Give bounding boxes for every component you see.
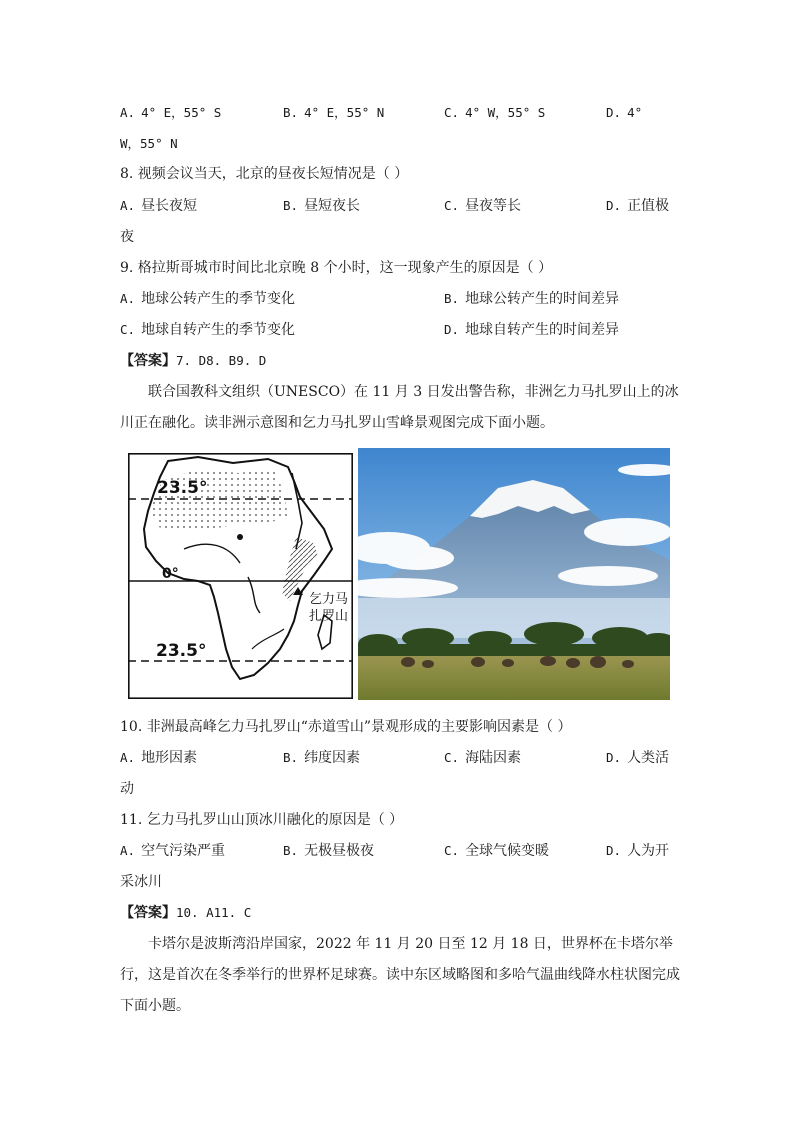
q11-option-d: D. 人为开 <box>606 843 670 859</box>
q9-stem: 9. 格拉斯哥城市时间比北京晚 8 个小时，这一现象产生的原因是（ ） <box>120 260 553 276</box>
q10-option-d: D. 人类活 <box>606 750 670 766</box>
q10-option-b: B. 纬度因素 <box>283 750 361 766</box>
mountain-label-line2: 扎罗山 <box>309 609 349 624</box>
q10-option-c: C. 海陆因素 <box>444 750 522 766</box>
q9-option-b: B. 地球公转产生的时间差异 <box>444 291 620 307</box>
q7-option-d-continued: W，55° N <box>120 136 178 151</box>
answer-block-1: 【答案】7. D8. B9. D <box>120 353 267 369</box>
q11-option-a: A. 空气污染严重 <box>120 843 226 859</box>
passage-qatar: 卡塔尔是波斯湾沿岸国家，2022 年 11 月 20 日至 12 月 18 日，世界杯在卡塔尔举行，这是首次在冬季举行的世界杯足球赛。读中东区域略图和多哈气温曲线降水柱状图完成下面小题。 <box>120 936 680 1014</box>
q8-stem: 8. 视频会议当天，北京的昼夜长短情况是（ ） <box>120 166 409 182</box>
answer-block-2: 【答案】10. A11. C <box>120 905 252 921</box>
q7-option-d: D. 4° <box>606 105 643 120</box>
q9-option-c: C. 地球自转产生的季节变化 <box>120 322 296 338</box>
q9-option-d: D. 地球自转产生的时间差异 <box>444 322 620 338</box>
q10-option-d-continued: 动 <box>120 781 134 797</box>
q11-option-b: B. 无极昼极夜 <box>283 843 375 859</box>
passage-kilimanjaro: 联合国教科文组织（UNESCO）在 11 月 3 日发出警告称，非洲乞力马扎罗山上的冰川正在融化。读非洲示意图和乞力马扎罗山雪峰景观图完成下面小题。 <box>120 384 679 431</box>
lat-label-north: 23.5° <box>157 478 208 498</box>
q10-stem: 10. 非洲最高峰乞力马扎罗山“赤道雪山”景观形成的主要影响因素是（ ） <box>120 719 572 735</box>
lat-label-south: 23.5° <box>156 641 207 661</box>
lake-chad <box>237 534 243 540</box>
q7-option-b: B. 4° E，55° N <box>283 105 385 120</box>
q11-option-d-continued: 采冰川 <box>120 874 162 890</box>
kilimanjaro-photo <box>358 448 670 700</box>
q8-option-b: B. 昼短夜长 <box>283 198 361 214</box>
q8-option-c: C. 昼夜等长 <box>444 198 522 214</box>
q9-option-a: A. 地球公转产生的季节变化 <box>120 291 296 307</box>
mountain-label-line1: 乞力马 <box>309 592 349 607</box>
q11-option-c: C. 全球气候变暖 <box>444 843 550 859</box>
q8-option-d-continued: 夜 <box>120 229 134 245</box>
q7-option-c: C. 4° W，55° S <box>444 105 546 120</box>
lat-label-equator: 0° <box>162 566 179 582</box>
q10-option-a: A. 地形因素 <box>120 750 198 766</box>
q11-stem: 11. 乞力马扎罗山山顶冰川融化的原因是（ ） <box>120 812 404 828</box>
q7-option-a: A. 4° E，55° S <box>120 105 222 120</box>
q8-option-a: A. 昼长夜短 <box>120 198 198 214</box>
q8-option-d: D. 正值极 <box>606 198 670 214</box>
